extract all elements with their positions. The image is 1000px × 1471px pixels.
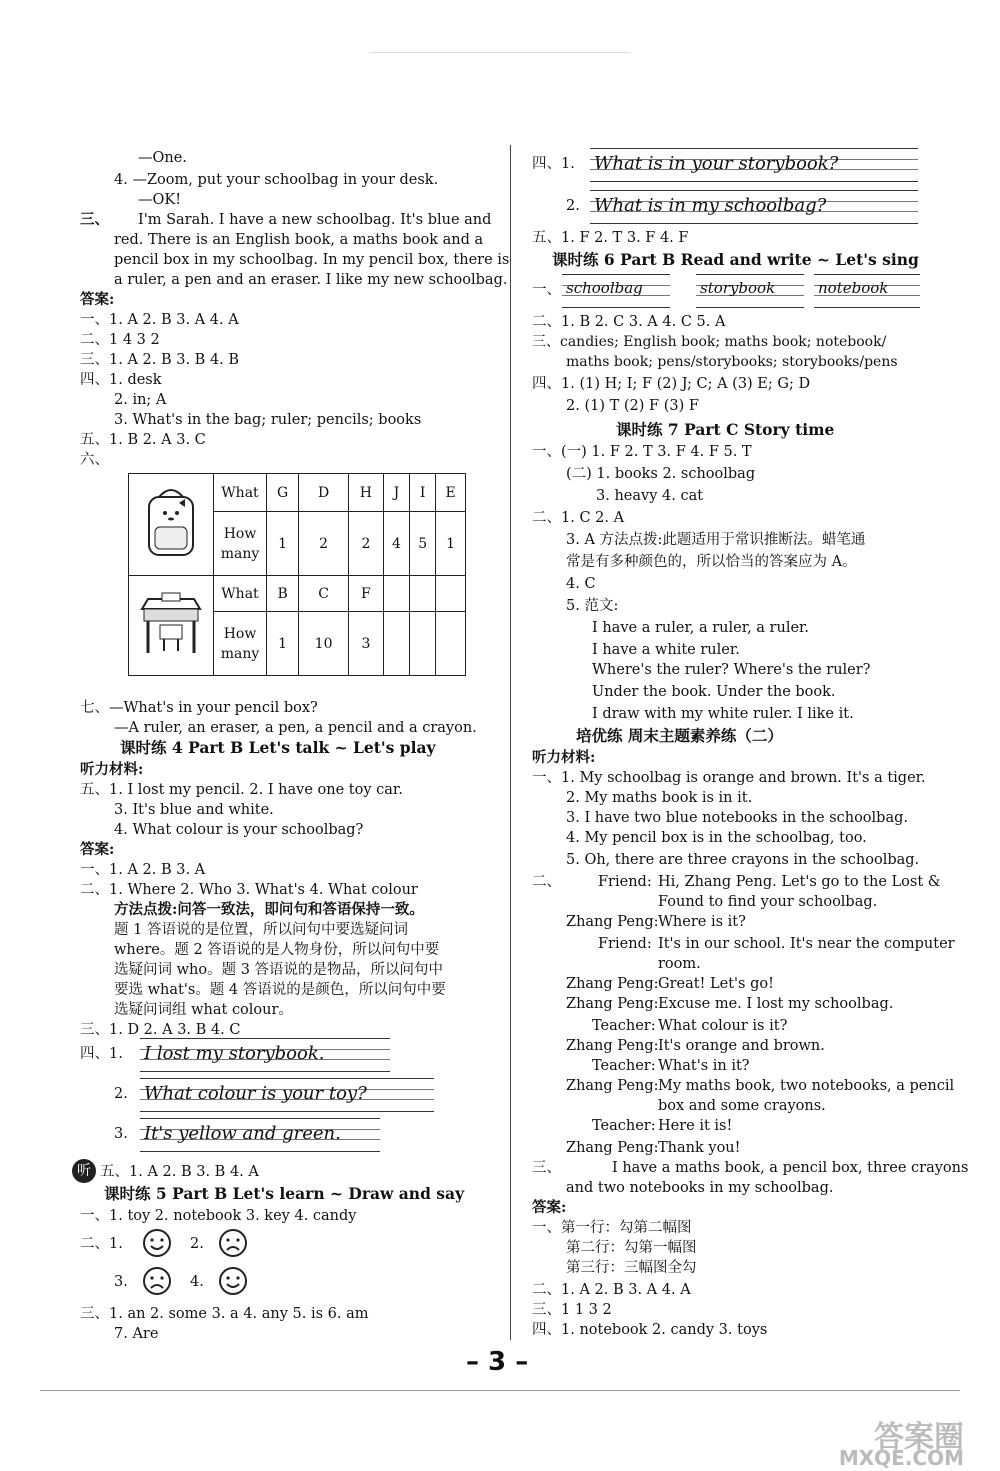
desk-picture <box>129 576 214 676</box>
table-cell: What <box>214 576 267 612</box>
table-cell: G <box>267 474 299 512</box>
answer-line: 一、1. A 2. B 3. A <box>80 862 206 878</box>
text-line: 2. My maths book is in it. <box>566 790 753 806</box>
speaker: Zhang Peng: <box>566 976 659 992</box>
dialogue-line: My maths book, two notebooks, a pencil <box>658 1078 955 1094</box>
answer-line: 2. <box>566 198 580 214</box>
handwriting-lines <box>140 1038 390 1072</box>
answer-line: 2. in; A <box>114 392 167 408</box>
answer-line: —A ruler, an eraser, a pen, a pencil and a crayon. <box>114 720 477 736</box>
table-cell <box>383 576 409 612</box>
table-cell: How many <box>214 612 267 676</box>
dialogue-line: It's in our school. It's near the computer <box>658 936 955 952</box>
answer-line: 7. Are <box>114 1326 159 1342</box>
dialogue-line: Found to find your schoolbag. <box>658 894 878 910</box>
dialogue-line: What's in it? <box>658 1058 750 1074</box>
dialogue-line: Here it is! <box>658 1118 733 1134</box>
text-line: I have a maths book, a pencil box, three crayons <box>612 1160 969 1176</box>
text-line: 题 1 答语说的是位置，所以问句中要选疑问词 <box>114 922 408 938</box>
handwriting-lines <box>590 148 918 182</box>
table-cell <box>410 612 436 676</box>
text-line: red. There is an English book, a maths book and a <box>114 232 484 248</box>
handwriting-lines <box>140 1078 434 1112</box>
answer-line: 5. 范文: <box>566 598 619 614</box>
answer-heading: 答案: <box>80 841 115 858</box>
table-cell: 3 <box>348 612 383 676</box>
table-cell: I <box>410 474 436 512</box>
text-line: Where's the ruler? Where's the ruler? <box>592 662 871 678</box>
speaker: Zhang Peng: <box>566 996 659 1012</box>
text-line: pencil box in my schoolbag. In my pencil box, there is <box>114 252 510 268</box>
answer-line: 一、第一行：勾第二幅图 <box>532 1220 692 1236</box>
handwriting-lines <box>562 274 670 308</box>
watermark: 答案圈 <box>874 1420 964 1455</box>
table-cell <box>383 612 409 676</box>
table-cell <box>410 576 436 612</box>
answer-line: 四、1. (1) H; I; F (2) J; C; A (3) E; G; D <box>532 376 811 392</box>
answer-line: 二、1 4 3 2 <box>80 332 160 348</box>
method-tip: 方法点拨:问答一致法，即问句和答语保持一致。 <box>114 901 424 918</box>
text-line: 要选 what's。题 4 答语说的是颜色，所以问句中要 <box>114 982 446 998</box>
table-cell: 2 <box>348 512 383 576</box>
text-line: Under the book. Under the book. <box>592 684 836 700</box>
speaker: Zhang Peng: <box>566 1078 659 1094</box>
top-rule <box>370 52 630 53</box>
speaker: Zhang Peng: <box>566 1038 659 1054</box>
table-cell: J <box>383 474 409 512</box>
table-cell: How many <box>214 512 267 576</box>
answer-line: 四、1. desk <box>80 372 162 388</box>
text-line: 5. Oh, there are three crayons in the schoolbag. <box>566 852 920 868</box>
answer-line: 四、1. notebook 2. candy 3. toys <box>532 1322 768 1338</box>
table-cell: What <box>214 474 267 512</box>
text-line: —One. <box>138 150 187 166</box>
table-cell: 1 <box>436 512 466 576</box>
speaker: Friend: <box>598 936 652 952</box>
table-cell: 1 <box>267 512 299 576</box>
dialogue-line: Thank you! <box>658 1140 741 1156</box>
answer-line: 第三行：三幅图全勾 <box>566 1260 697 1276</box>
smiley-face-icon <box>218 1266 248 1296</box>
text-line: I have a ruler, a ruler, a ruler. <box>592 620 809 636</box>
handwriting-lines <box>590 190 918 224</box>
answer-heading: 答案: <box>532 1199 567 1216</box>
handwriting-lines <box>140 1118 380 1152</box>
lesson-heading: 课时练 7 Part C Story time <box>616 420 835 439</box>
dialogue-line: box and some crayons. <box>658 1098 826 1114</box>
text-line: 选疑问词 who。题 3 答语说的是物品，所以问句中 <box>114 962 444 978</box>
dialogue-line: Where is it? <box>658 914 746 930</box>
answer-line: 五、1. B 2. A 3. C <box>80 432 206 448</box>
text-line: 常是有多种颜色的，所以恰当的答案应为 A。 <box>566 554 857 570</box>
table-cell: B <box>267 576 299 612</box>
answer-line: 一、1. A 2. B 3. A 4. A <box>80 312 239 328</box>
answer-line: 三、candies; English book; maths book; notebook/ <box>532 334 887 350</box>
speaker: Friend: <box>598 874 652 890</box>
column-divider <box>510 145 511 1340</box>
answer-line: 三、1 1 3 2 <box>532 1302 612 1318</box>
section-marker: 三、 <box>80 211 109 228</box>
table-cell: 4 <box>383 512 409 576</box>
table-cell: C <box>299 576 349 612</box>
lesson-heading: 课时练 6 Part B Read and write ~ Let's sing <box>552 250 919 269</box>
dialogue-line: Great! Let's go! <box>658 976 774 992</box>
text-line: a ruler, a pen and an eraser. I like my new schoolbag. <box>114 272 508 288</box>
answer-line: 4. <box>190 1274 204 1290</box>
answer-line: 4. C <box>566 576 596 592</box>
answer-line: 七、—What's in your pencil box? <box>80 700 318 716</box>
table-cell <box>436 612 466 676</box>
handwritten-answer: I lost my storybook. <box>144 1043 325 1064</box>
answer-line: 3. <box>114 1274 128 1290</box>
handwritten-answer: notebook <box>818 279 889 297</box>
table-cell: 10 <box>299 612 349 676</box>
watermark-url: MXQE.COM <box>838 1446 964 1470</box>
page-number: – 3 – <box>466 1347 529 1377</box>
listening-heading: 听力材料: <box>80 761 144 778</box>
dialogue-line: room. <box>658 956 701 972</box>
lesson-heading: 课时练 4 Part B Let's talk ~ Let's play <box>120 738 436 757</box>
text-line: 3. I have two blue notebooks in the schoolbag. <box>566 810 908 826</box>
text-line: 五、1. I lost my pencil. 2. I have one toy car. <box>80 782 403 798</box>
answer-line: 二、1. <box>80 1236 123 1252</box>
listening-icon: 听 <box>72 1159 96 1183</box>
handwritten-answer: What is in your storybook? <box>594 153 839 174</box>
handwriting-lines <box>814 274 920 308</box>
table-cell <box>436 576 466 612</box>
answer-line: 3. heavy 4. cat <box>596 488 704 504</box>
section-marker: 三、 <box>532 1160 561 1176</box>
table-cell: D <box>299 474 349 512</box>
text-line: 一、1. My schoolbag is orange and brown. It's a tiger. <box>532 770 926 786</box>
schoolbag-icon <box>141 483 201 563</box>
speaker: Teacher: <box>592 1058 656 1074</box>
answer-line: 三、1. D 2. A 3. B 4. C <box>80 1022 241 1038</box>
sad-face-icon <box>218 1228 248 1258</box>
answer-line: 一、 <box>532 282 561 298</box>
handwritten-answer: What colour is your toy? <box>144 1083 367 1104</box>
smiley-face-icon <box>142 1228 172 1258</box>
answer-line: 二、1. Where 2. Who 3. What's 4. What colour <box>80 882 418 898</box>
text-line: 4. What colour is your schoolbag? <box>114 822 364 838</box>
answer-line: (二) 1. books 2. schoolbag <box>566 466 756 482</box>
handwritten-answer: schoolbag <box>566 279 643 297</box>
dialogue-line: Hi, Zhang Peng. Let's go to the Lost & <box>658 874 941 890</box>
answer-line: 五、1. F 2. T 3. F 4. F <box>532 230 689 246</box>
table-cell: H <box>348 474 383 512</box>
text-line: 选疑问词组 what colour。 <box>114 1002 293 1018</box>
answer-table <box>128 473 466 676</box>
bottom-rule <box>40 1390 960 1391</box>
answer-line: 3. What's in the bag; ruler; pencils; books <box>114 412 422 428</box>
speaker: Teacher: <box>592 1118 656 1134</box>
answer-line: 一、(一) 1. F 2. T 3. F 4. F 5. T <box>532 444 752 460</box>
section-marker: 二、 <box>532 874 561 890</box>
handwritten-answer: What is in my schoolbag? <box>594 195 827 216</box>
text-line: 4. My pencil box is in the schoolbag, too. <box>566 830 867 846</box>
answer-line: 二、1. C 2. A <box>532 510 625 526</box>
answer-line: 四、1. <box>80 1046 123 1062</box>
dialogue-line: What colour is it? <box>658 1018 788 1034</box>
handwriting-lines <box>696 274 804 308</box>
desk-icon <box>136 589 206 659</box>
speaker: Zhang Peng: <box>566 1140 659 1156</box>
text-line: —OK! <box>138 192 182 208</box>
table-cell: F <box>348 576 383 612</box>
answer-heading: 答案: <box>80 291 115 308</box>
answer-line: 二、1. A 2. B 3. A 4. A <box>532 1282 691 1298</box>
schoolbag-picture <box>129 474 214 576</box>
answer-line: 三、1. an 2. some 3. a 4. any 5. is 6. am <box>80 1306 369 1322</box>
speaker: Teacher: <box>592 1018 656 1034</box>
table-cell: E <box>436 474 466 512</box>
lesson-heading: 培优练 周末主题素养练（二） <box>576 726 783 745</box>
answer-line: 2. <box>114 1086 128 1102</box>
handwritten-answer: It's yellow and green. <box>144 1123 341 1144</box>
text-line: where。题 2 答语说的是人物身份，所以问句中要 <box>114 942 440 958</box>
sad-face-icon <box>142 1266 172 1296</box>
answer-line: 2. <box>190 1236 204 1252</box>
listening-heading: 听力材料: <box>532 749 596 766</box>
text-line: I draw with my white ruler. I like it. <box>592 706 854 722</box>
speaker: Zhang Peng: <box>566 914 659 930</box>
text-line: 3. It's blue and white. <box>114 802 274 818</box>
answer-line: maths book; pens/storybooks; storybooks/pens <box>566 354 898 370</box>
answer-line: 六、 <box>80 452 109 468</box>
table-cell: 2 <box>299 512 349 576</box>
table-cell: 1 <box>267 612 299 676</box>
dialogue-line: Excuse me. I lost my schoolbag. <box>658 996 894 1012</box>
answer-line: 二、1. B 2. C 3. A 4. C 5. A <box>532 314 726 330</box>
text-line: and two notebooks in my schoolbag. <box>566 1180 834 1196</box>
lesson-heading: 课时练 5 Part B Let's learn ~ Draw and say <box>104 1184 465 1203</box>
answer-line: 2. (1) T (2) F (3) F <box>566 398 699 414</box>
text-line: 4. —Zoom, put your schoolbag in your desk. <box>114 172 439 188</box>
method-tip: 3. A 方法点拨:此题适用于常识推断法。蜡笔通 <box>566 532 866 548</box>
answer-line: 第二行：勾第一幅图 <box>566 1240 697 1256</box>
answer-line: 3. <box>114 1126 128 1142</box>
text-line: I'm Sarah. I have a new schoolbag. It's blue and <box>138 212 492 228</box>
answer-line: 四、1. <box>532 156 575 172</box>
text-line: I have a white ruler. <box>592 642 740 658</box>
table-cell: 5 <box>410 512 436 576</box>
answer-line: 一、1. toy 2. notebook 3. key 4. candy <box>80 1208 357 1224</box>
handwritten-answer: storybook <box>700 279 776 297</box>
answer-line: 五、1. A 2. B 3. B 4. A <box>100 1164 259 1180</box>
answer-line: 三、1. A 2. B 3. B 4. B <box>80 352 240 368</box>
dialogue-line: It's orange and brown. <box>658 1038 825 1054</box>
